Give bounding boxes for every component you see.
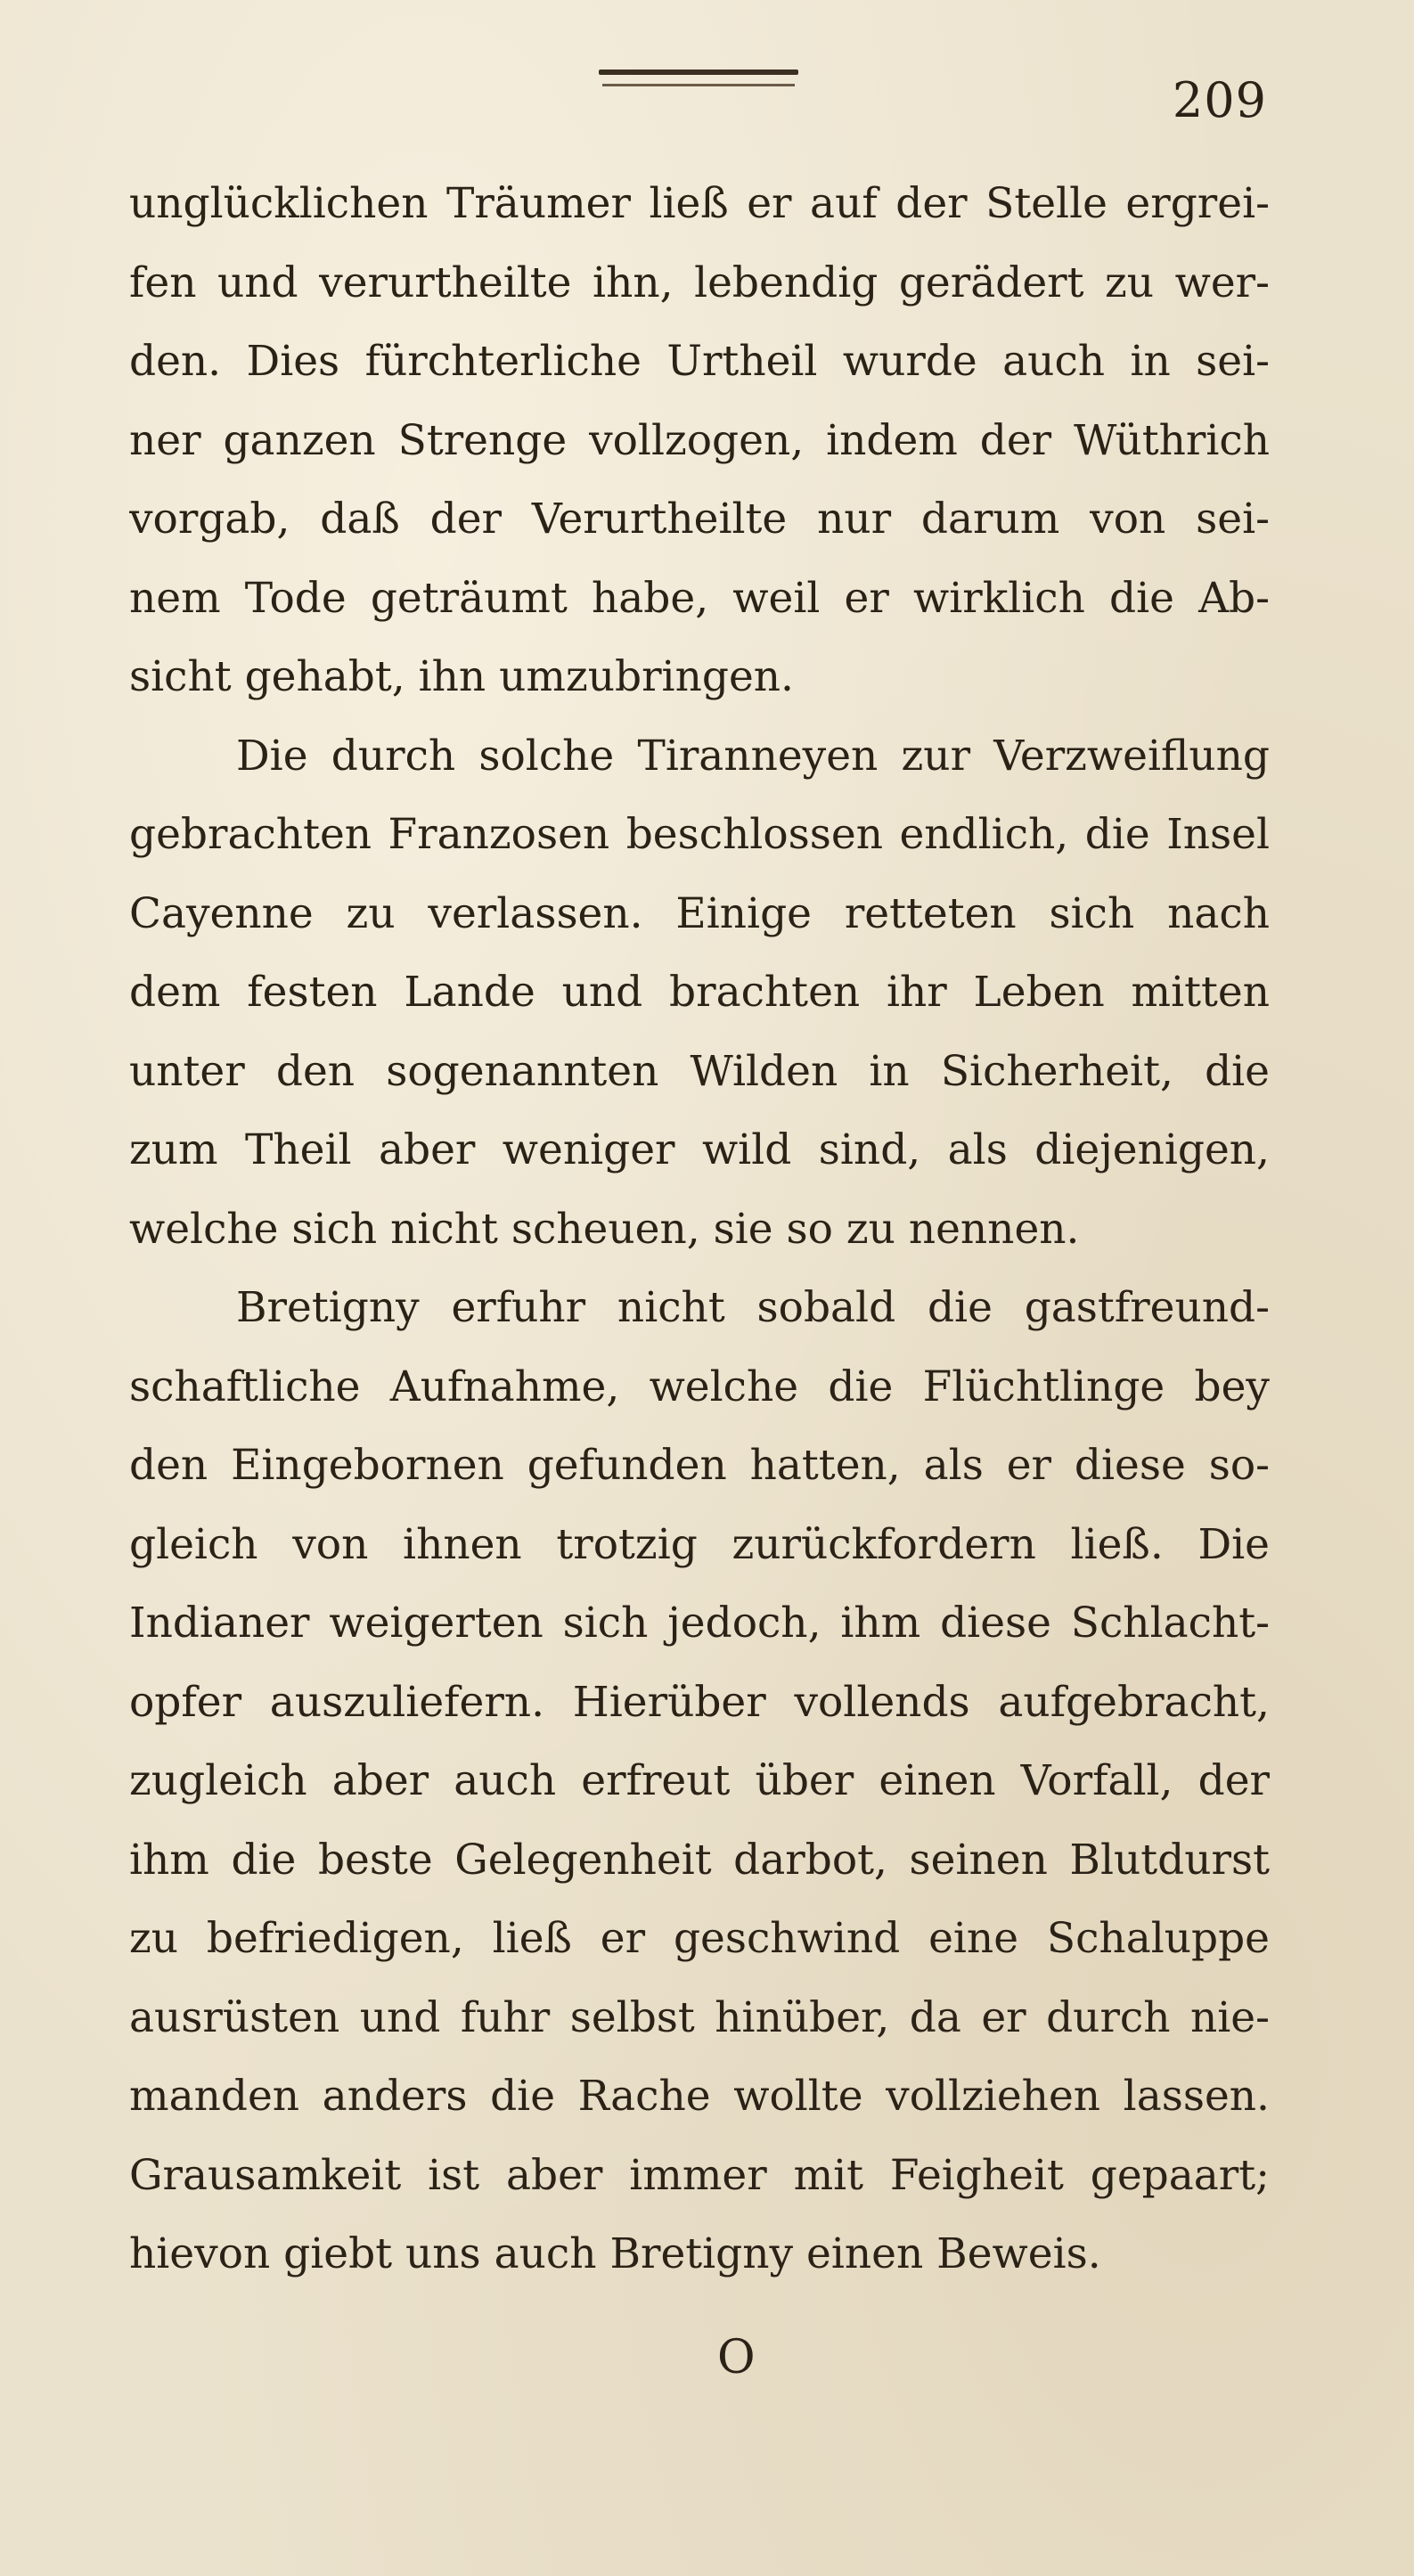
text-line: Bretigny erfuhr nicht sobald die gastfreund- xyxy=(236,1283,1270,1332)
text-line: ihm die beste Gelegenheit darbot, seinen Blutdurst xyxy=(129,1835,1270,1885)
text-line: den Eingebornen gefunden hatten, als er diese so- xyxy=(129,1441,1270,1490)
text-line: ausrüsten und fuhr selbst hinüber, da er durch nie- xyxy=(129,1992,1270,2042)
text-line: dem festen Lande und brachten ihr Leben mitten xyxy=(129,968,1270,1017)
text-line: Grausamkeit ist aber immer mit Feigheit gepaart; xyxy=(129,2150,1270,2200)
text-line: gebrachten Franzosen beschlossen endlich, die Insel xyxy=(129,810,1270,859)
text-line: Cayenne zu verlassen. Einige retteten sich nach xyxy=(129,888,1270,938)
signature-mark: O xyxy=(717,2331,756,2384)
text-line: fen und verurtheilte ihn, lebendig gerädert zu wer- xyxy=(129,258,1270,307)
text-line: hievon giebt uns auch Bretigny einen Beweis. xyxy=(129,2229,1101,2278)
body-text xyxy=(129,165,1270,2294)
text-line: opfer auszuliefern. Hierüber vollends aufgebracht, xyxy=(129,1677,1270,1727)
text-line: zum Theil aber weniger wild sind, als diejenigen, xyxy=(129,1125,1270,1174)
text-line: Die durch solche Tiranneyen zur Verzweiflung xyxy=(236,731,1270,781)
text-line: nem Tode geträumt habe, weil er wirklich die Ab- xyxy=(129,573,1270,623)
text-line: zu befriedigen, ließ er geschwind eine Schaluppe xyxy=(129,1914,1270,1963)
text-line: sicht gehabt, ihn umzubringen. xyxy=(129,652,794,701)
text-line: den. Dies fürchterliche Urtheil wurde auch in sei- xyxy=(129,337,1270,386)
text-line: unglücklichen Träumer ließ er auf der Stelle ergrei- xyxy=(129,179,1270,228)
text-line: Indianer weigerten sich jedoch, ihm diese Schlacht- xyxy=(129,1599,1270,1648)
text-line: ner ganzen Strenge vollzogen, indem der Wüthrich xyxy=(129,415,1270,465)
header-rule xyxy=(599,70,798,75)
text-line: vorgab, daß der Verurtheilte nur darum von sei- xyxy=(129,495,1270,544)
text-line: schaftliche Aufnahme, welche die Flüchtlinge bey xyxy=(129,1362,1270,1411)
text-line: manden anders die Rache wollte vollziehen lassen. xyxy=(129,2072,1270,2121)
text-line: zugleich aber auch erfreut über einen Vorfall, der xyxy=(129,1756,1270,1805)
text-line: gleich von ihnen trotzig zurückfordern ließ. Die xyxy=(129,1519,1270,1569)
text-line: welche sich nicht scheuen, sie so zu nennen. xyxy=(129,1204,1080,1254)
page-number: 209 xyxy=(1172,72,1267,128)
text-line: unter den sogenannten Wilden in Sicherheit, die xyxy=(129,1046,1270,1096)
